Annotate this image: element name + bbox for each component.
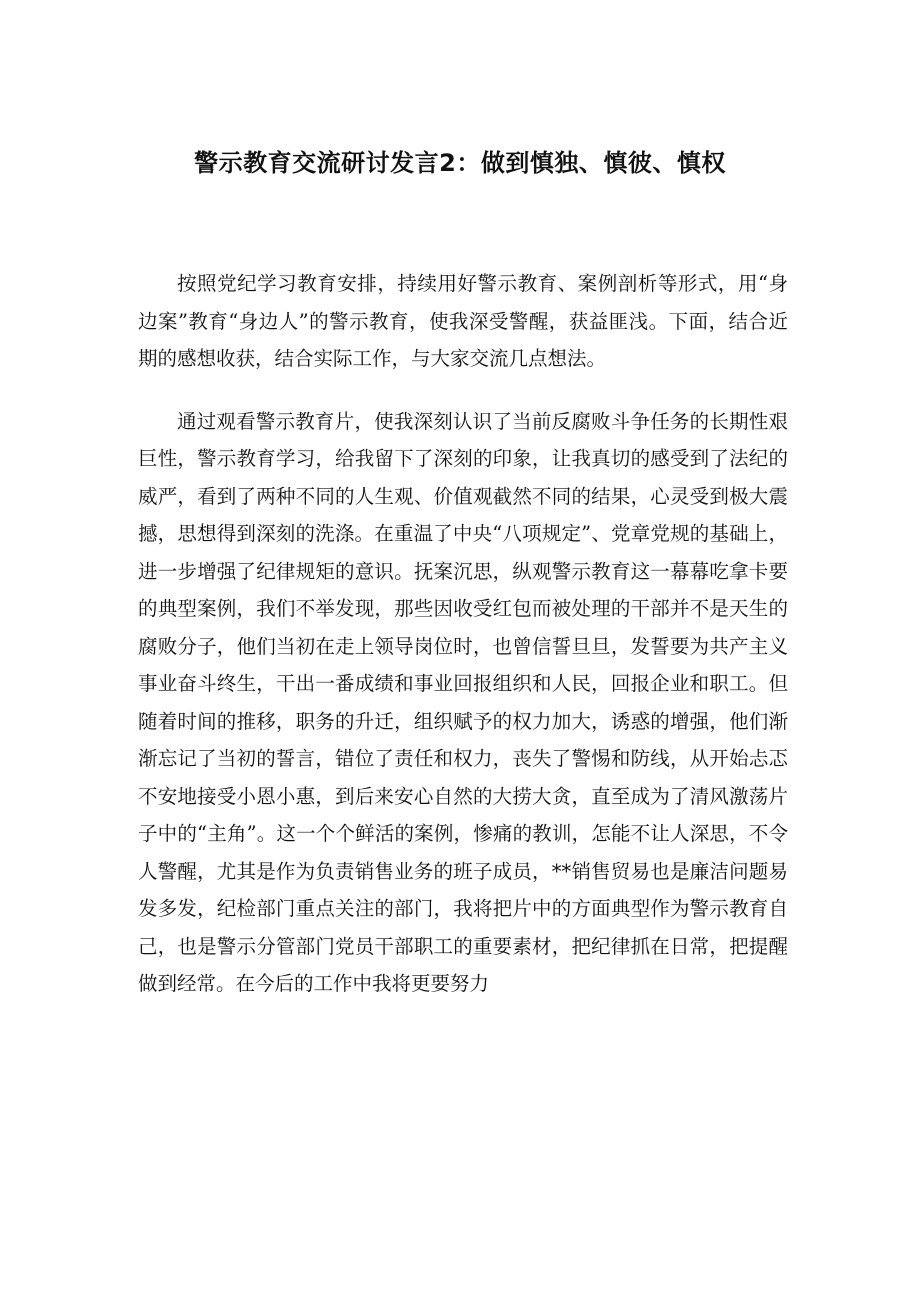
paragraph-intro: 按照党纪学习教育安排，持续用好警示教育、案例剖析等形式，用“身边案”教育“身边人”的警示教育，使我深受警醒，获益匪浅。下面，结合近期的感想收获，结合实际工作，与大家交流几点想法。 [138, 272, 788, 370]
document-body [138, 265, 788, 1028]
document-title: 警示教育交流研讨发言2：做到慎独、慎彼、慎权 [194, 149, 726, 177]
paragraph-reflection: 通过观看警示教育片，使我深刻认识了当前反腐败斗争任务的长期性艰巨性，警示教育学习，给我留下了深刻的印象，让我真切的感受到了法纪的威严，看到了两种不同的人生观、价值观截然不同的结果，心灵受到极大震撼，思想得到深刻的洗涤。在重温了中央“八项规定”、党章党规的基础上，进一步增强了纪律规矩的意识。抚案沉思，纵观警示教育这一幕幕吃拿卡要的典型案例，我们不举发现，那些因收受红包而被处理的干部并不是天生的腐败分子，他们当初在走上领导岗位时，也曾信誓旦旦，发誓要为共产主义事业奋斗终生，干出一番成绩和事业回报组织和人民，回报企业和职工。但随着时间的推移，职务的升迁，组织赋予的权力加大，诱惑的增强，他们渐渐忘记了当初的誓言，错位了责任和权力，丧失了警惕和防线，从开始忐忑不安地接受小恩小惠，到后来安心自然的大捞大贪，直至成为了清风激荡片子中的“主角”。这一个个鲜活的案例，惨痛的教训，怎能不让人深思，不令人警醒，尤其是作为负责销售业务的班子成员，**销售贸易也是廉洁问题易发多发，纪检部门重点关注的部门，我将把片中的方面典型作为警示教育自己，也是警示分管部门党员干部职工的重要素材，把纪律抓在日常，把提醒做到经常。在今后的工作中我将更要努力 [138, 409, 788, 995]
